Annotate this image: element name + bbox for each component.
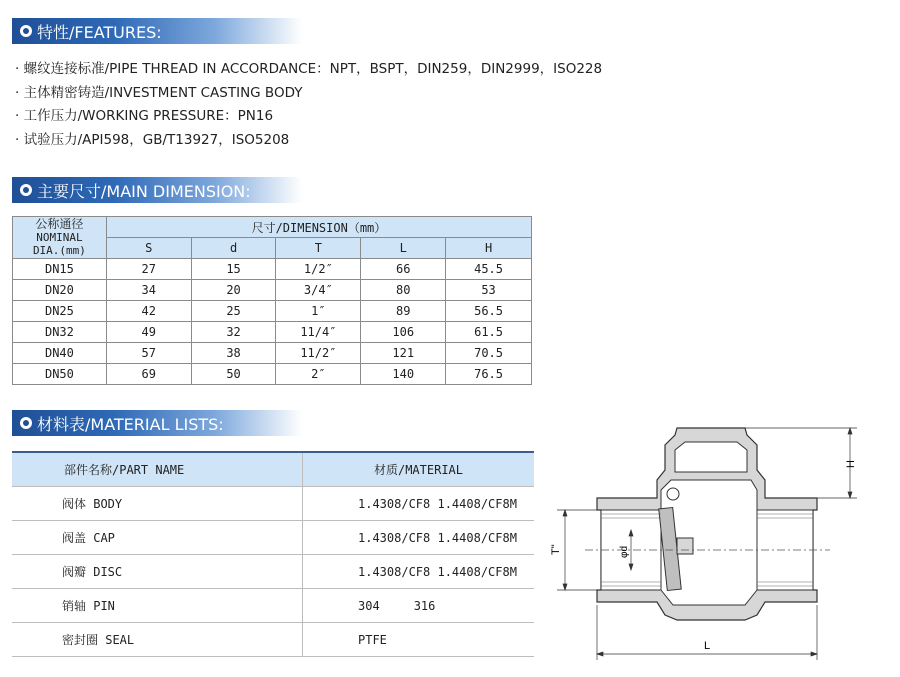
disc-nut — [677, 538, 693, 554]
thread-label: T" — [550, 544, 562, 555]
cell-t: 1″ — [276, 301, 361, 322]
feature-item: · 螺纹连接标准/PIPE THREAD IN ACCORDANCE：NPT，BSPT，DIN259，DIN2999，ISO228 — [15, 61, 603, 77]
table-row — [13, 343, 532, 364]
cell-nominal: DN15 — [13, 259, 107, 280]
material-section-title: 材料表/MATERIAL LISTS: — [37, 414, 224, 434]
cell-nominal: DN50 — [13, 364, 107, 385]
part-name-cell: 阀瓣 DISC — [12, 555, 303, 589]
cell-t: 11/4″ — [276, 322, 361, 343]
material-table — [12, 451, 534, 657]
cell-s: 42 — [106, 301, 191, 322]
material-cell: 304 316 — [303, 589, 535, 623]
column-header-l: L — [361, 238, 446, 259]
cell-l: 121 — [361, 343, 446, 364]
material-cell: 1.4308/CF8 1.4408/CF8M — [303, 521, 535, 555]
cell-d: 38 — [191, 343, 276, 364]
check-valve-drawing — [545, 410, 885, 665]
table-row — [13, 259, 532, 280]
material-header: 材质/MATERIAL — [303, 452, 535, 487]
cell-h: 76.5 — [446, 364, 532, 385]
column-header-h: H — [446, 238, 532, 259]
table-row — [12, 589, 534, 623]
dimension-section-title: 主要尺寸/MAIN DIMENSION: — [37, 181, 251, 201]
part-name-cell: 阀盖 CAP — [12, 521, 303, 555]
features-section-title: 特性/FEATURES: — [37, 22, 162, 42]
cell-nominal: DN32 — [13, 322, 107, 343]
table-row — [13, 364, 532, 385]
nominal-dia-header: 公称通径 NOMINAL DIA.(mm) — [13, 217, 107, 259]
cell-nominal: DN20 — [13, 280, 107, 301]
part-name-cell: 密封圈 SEAL — [12, 623, 303, 657]
cell-d: 25 — [191, 301, 276, 322]
cell-d: 20 — [191, 280, 276, 301]
feature-item: · 主体精密铸造/INVESTMENT CASTING BODY — [15, 84, 303, 101]
cell-s: 49 — [106, 322, 191, 343]
cell-t: 3/4″ — [276, 280, 361, 301]
features-list — [15, 58, 602, 152]
cell-l: 140 — [361, 364, 446, 385]
feature-item: · 工作压力/WORKING PRESSURE：PN16 — [15, 108, 274, 124]
pin-circle — [667, 488, 679, 500]
cell-d: 50 — [191, 364, 276, 385]
material-cell: PTFE — [303, 623, 535, 657]
cell-t: 2″ — [276, 364, 361, 385]
table-row — [12, 521, 534, 555]
table-row — [13, 322, 532, 343]
section-bullet-icon — [20, 184, 32, 196]
part-name-cell: 阀体 BODY — [12, 487, 303, 521]
cell-h: 45.5 — [446, 259, 532, 280]
cap-cavity — [675, 442, 747, 472]
table-row — [12, 487, 534, 521]
cell-nominal: DN40 — [13, 343, 107, 364]
cell-h: 70.5 — [446, 343, 532, 364]
height-label: H — [845, 460, 857, 468]
table-row — [12, 555, 534, 589]
valve-bores — [601, 442, 813, 605]
feature-item: · 试验压力/API598，GB/T13927，ISO5208 — [15, 131, 290, 148]
dimension-table — [12, 216, 532, 385]
part-name-cell: 销轴 PIN — [12, 589, 303, 623]
features-section-header — [12, 18, 302, 44]
cell-nominal: DN25 — [13, 301, 107, 322]
dimension-section-header — [12, 177, 302, 203]
column-header-s: S — [106, 238, 191, 259]
column-header-d: d — [191, 238, 276, 259]
material-cell: 1.4308/CF8 1.4408/CF8M — [303, 487, 535, 521]
table-row — [13, 301, 532, 322]
table-row — [13, 280, 532, 301]
cell-s: 27 — [106, 259, 191, 280]
cell-s: 57 — [106, 343, 191, 364]
cell-l: 66 — [361, 259, 446, 280]
dimension-group-header: 尺寸/DIMENSION（mm） — [106, 217, 531, 238]
section-bullet-icon — [20, 25, 32, 37]
table-row — [12, 623, 534, 657]
cell-t: 1/2″ — [276, 259, 361, 280]
column-header-t: T — [276, 238, 361, 259]
material-cell: 1.4308/CF8 1.4408/CF8M — [303, 555, 535, 589]
bore-label: φd — [619, 545, 630, 558]
cell-s: 69 — [106, 364, 191, 385]
length-label: L — [704, 640, 711, 652]
cell-h: 61.5 — [446, 322, 532, 343]
cell-h: 56.5 — [446, 301, 532, 322]
cell-d: 15 — [191, 259, 276, 280]
cell-s: 34 — [106, 280, 191, 301]
cell-t: 11/2″ — [276, 343, 361, 364]
cell-l: 80 — [361, 280, 446, 301]
cell-d: 32 — [191, 322, 276, 343]
cell-l: 106 — [361, 322, 446, 343]
cell-l: 89 — [361, 301, 446, 322]
section-bullet-icon — [20, 417, 32, 429]
cell-h: 53 — [446, 280, 532, 301]
material-section-header — [12, 410, 302, 436]
part-name-header: 部件名称/PART NAME — [12, 452, 303, 487]
